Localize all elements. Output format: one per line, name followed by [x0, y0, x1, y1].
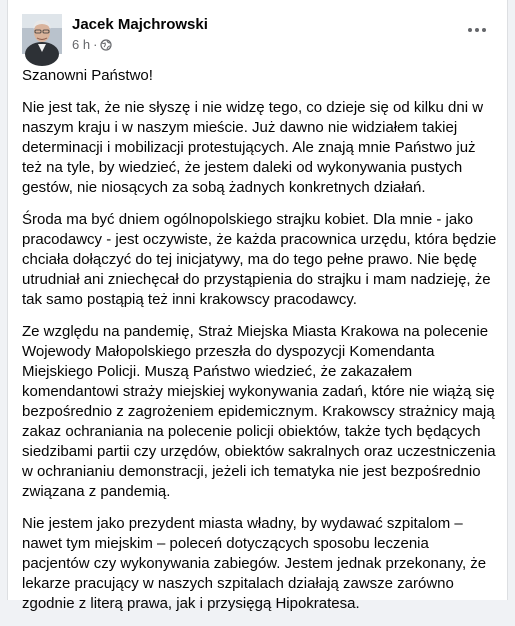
post-header: [22, 14, 497, 58]
post-paragraph: Nie jestem jako prezydent miasta władny, by wydawać szpitalom – nawet tym miejskim – poleceń dotyczących sposobu leczenia pacjentów czy wykonywania zabiegów. Jestem jednak przekonany, że lekarze pracujący w naszych szpitalach działają zawsze zarówno zgodnie z literą prawa, jak i przysięgą Hipokratesa.: [22, 515, 487, 612]
post-paragraph: Szanowni Państwo!: [22, 67, 153, 84]
more-options-icon[interactable]: [459, 18, 495, 42]
post-paragraph: Środa ma być dniem ogólnopolskiego strajku kobiet. Dla mnie - jako pracodawcy - jest oczywiste, że każda pracownica urzędu, która będzie chciała dołączyć do tej inicjatywy, ma do tego pełne prawo. Nie będę utrudniał ani zniechęcał do przystąpienia do strajku i mam nadzieję, że tak samo postąpią też inni krakowscy pracodawcy.: [22, 211, 497, 308]
meta-separator: ·: [93, 37, 98, 52]
post-meta: [72, 37, 112, 53]
globe-icon[interactable]: [100, 39, 112, 51]
avatar[interactable]: [22, 14, 62, 54]
post-text: [22, 66, 498, 626]
post-paragraph: Nie jest tak, że nie słyszę i nie widzę tego, co dzieje się od kilku dni w naszym kraju i w naszym mieście. Już dawno nie widziałem takiej determinacji i mobilizacji protestujących. Ale znają mnie Państwo już też na tyle, by wiedzieć, że jestem daleki od wykonywania pustych gestów, nie niosących za sobą żadnych konkretnych działań.: [22, 99, 484, 196]
post-paragraph: Ze względu na pandemię, Straż Miejska Miasta Krakowa na polecenie Wojewody Małopolskiego przeszła do dyspozycji Komendanta Miejskiego Policji. Muszą Państwo wiedzieć, że zakazałem komendantowi straży miejskiej wykonywania zadań, które nie wiążą się bezpośrednio z zagrożeniem epidemicznym. Krakowscy strażnicy mają zakaz ochraniania na polecenie policji obiektów, także tych będących siedzibami partii czy urzędów, obiektów sakralnych oraz uczestniczenia w ochranianiu demonstracji, jeżeli ich tematyka nie jest bezpośrednio związana z pandemią.: [22, 323, 496, 500]
avatar-image: [22, 14, 62, 54]
facebook-post: [7, 0, 508, 612]
author-name[interactable]: Jacek Majchrowski: [72, 16, 208, 33]
post-time[interactable]: 6 h: [72, 37, 91, 52]
